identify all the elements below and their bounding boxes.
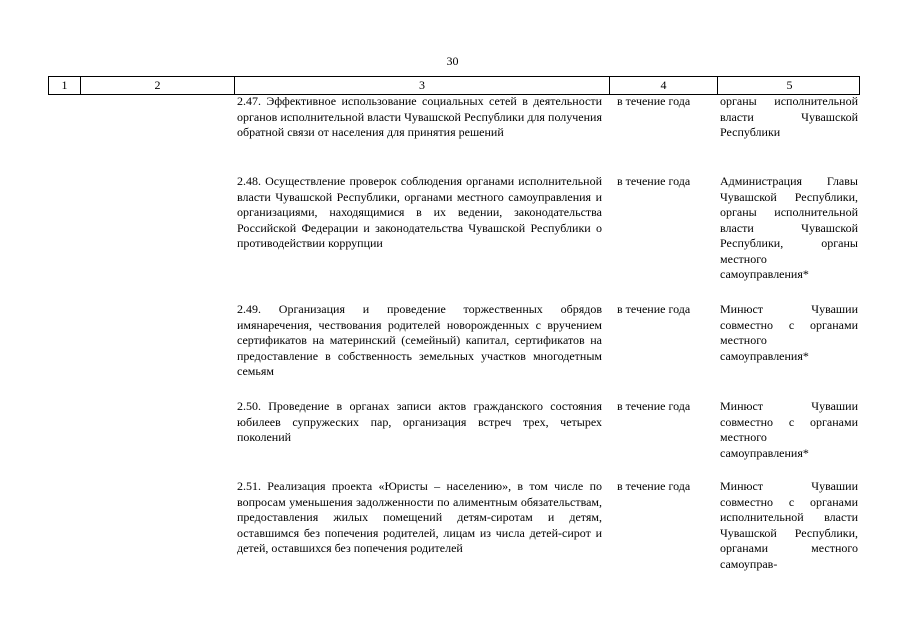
responsible-text: Минюст Чувашии совместно с органами местного самоуправления* [720, 399, 858, 460]
table-header-row [48, 76, 860, 95]
term-text: в течение года [617, 174, 691, 188]
measure-text: 2.51. Реализация проекта «Юристы – населению», в том числе по вопросам уменьшения задолженности по алиментным обязательствам, предоставления жилых помещений детям-сиротам и детям, оставшимся без попечения родителей, лицам из числа детей-сирот и детей, оставшихся без попечения родителей [237, 479, 602, 555]
header-cell-2: 2 [81, 77, 235, 94]
responsible-text: Минюст Чувашии совместно с органами местного самоуправления* [720, 302, 858, 363]
header-cell-3: 3 [235, 77, 610, 94]
header-cell-5: 5 [786, 78, 793, 92]
term-text: в течение года [617, 479, 691, 493]
term-text: в течение года [617, 399, 691, 413]
term-text: в течение года [617, 94, 691, 108]
responsible-text: Минюст Чувашии совместно с органами исполнительной власти Чувашской Республики, органами местного самоуправ- [720, 479, 858, 571]
responsible-text: Администрация Главы Чувашской Республики, органы исполнительной власти Чувашской Республики, органы местного самоуправления* [720, 174, 858, 281]
page-number: 30 [446, 54, 459, 68]
header-cell-4: 4 [610, 77, 718, 94]
term-text: в течение года [617, 302, 691, 316]
responsible-text: органы исполнительной власти Чувашской Республики [720, 94, 858, 139]
measure-text: 2.48. Осуществление проверок соблюдения органами исполнительной власти Чувашской Республики, органами местного самоуправления и организациями, находящимися в их ведении, законодательства Российской Федерации и законодательства Чувашской Республики о противодействии коррупции [237, 174, 602, 250]
measure-text: 2.50. Проведение в органах записи актов гражданского состояния юбилеев супружеских пар, организация встреч трех, четырех поколений [237, 399, 602, 444]
measure-text: 2.47. Эффективное использование социальных сетей в деятельности органов исполнительной власти Чувашской Республики для получения обратной связи от населения для принятия решений [237, 94, 602, 139]
measures-table [48, 76, 860, 571]
measure-text: 2.49. Организация и проведение торжественных обрядов имянаречения, чествования родителей новорожденных с вручением сертификатов на материнский (семейный) капитал, сертификатов на предоставление в собственность земельных участков многодетным семьям [237, 302, 602, 378]
header-cell-1: 1 [49, 77, 81, 94]
